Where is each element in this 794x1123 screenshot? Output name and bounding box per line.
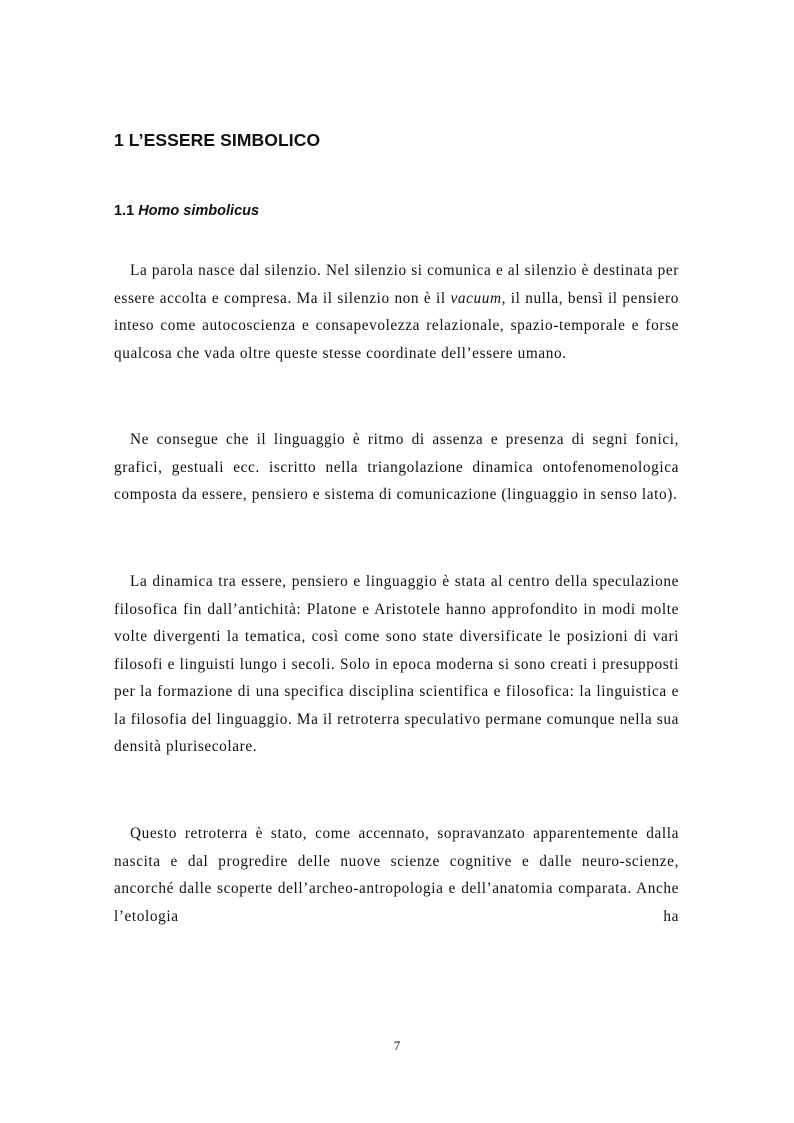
section-title (114, 203, 259, 219)
paragraph-4: Questo retroterra è stato, come accennato, sopravanzato apparentemente dalla nascita e dal progredire delle nuove scienze cognitive e dalle neuro-scienze, ancorché dalle scoperte dell’archeo-antropologia e dell’anatomia comparata. Anche l’etologia ha (114, 825, 679, 925)
paragraph-1-before: La parola nasce dal silenzio. Nel silenzio si comunica e al silenzio è destinata per essere accolta e compresa. Ma il silenzio non è il (114, 262, 679, 307)
paragraph-2: Ne consegue che il linguaggio è ritmo di assenza e presenza di segni fonici, grafici, gestuali ecc. iscritto nella triangolazione dinamica ontofenomenologica composta da essere, pensiero e sistema di comunicazione (linguaggio in senso lato). (114, 431, 679, 503)
chapter-title: 1 L’ESSERE SIMBOLICO (114, 130, 321, 150)
page-number: 7 (393, 1038, 401, 1053)
paragraph-1-after: , il nulla, bensì il pensiero inteso come autocoscienza e consapevolezza relazionale, spazio-temporale e forse qualcosa che vada oltre queste stesse coordinate dell’essere umano. (114, 289, 679, 362)
paragraph-1 (114, 257, 679, 367)
section-number: 1.1 (114, 203, 135, 219)
section-title-text: Homo simbolicus (138, 203, 260, 219)
paragraph-1-italic-term: vacuum (450, 289, 502, 307)
paragraph-3: La dinamica tra essere, pensiero e linguaggio è stata al centro della speculazione filosofica fin dall’antichità: Platone e Aristotele hanno approfondito in modi molte volte divergenti la tematica, così come sono state diversificate le posizioni di vari filosofi e linguisti lungo i secoli. Solo in epoca moderna si sono creati i presupposti per la formazione di una specifica disciplina scientifica e filosofica: la linguistica e la filosofia del linguaggio. Ma il retroterra speculativo permane comunque nella sua densità plurisecolare. (114, 573, 679, 755)
